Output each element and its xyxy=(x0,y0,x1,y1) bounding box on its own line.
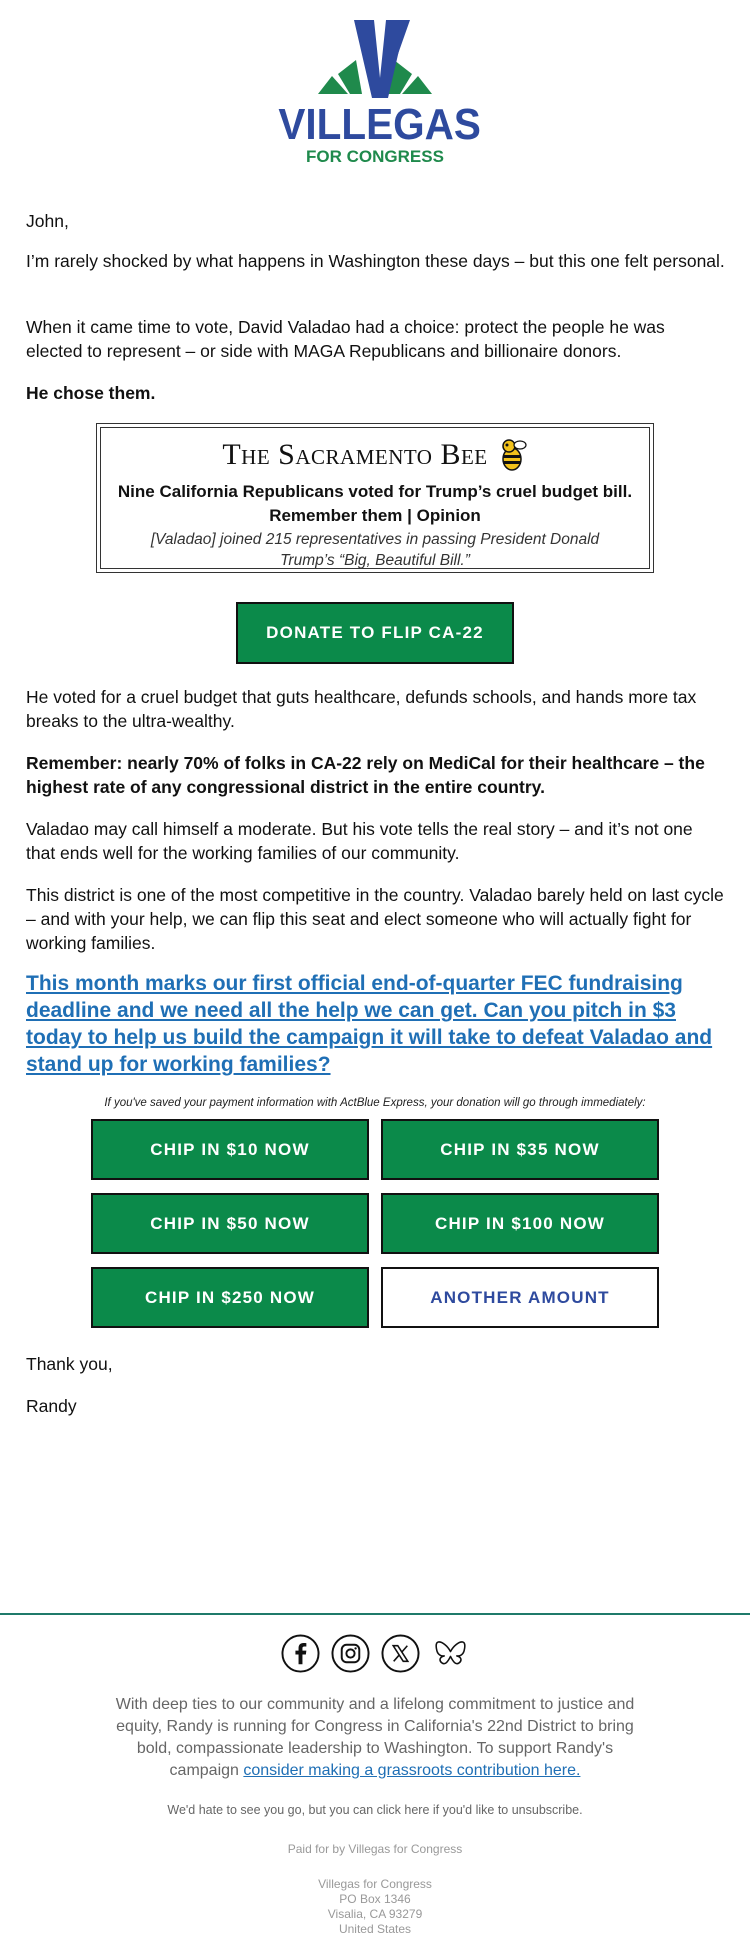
mailing-address xyxy=(0,1877,750,1937)
address-line: Villegas for Congress xyxy=(318,1877,432,1891)
paragraph-5: Remember: nearly 70% of folks in CA-22 rely on MediCal for their healthcare – the highest rate of any congressional district in the entire country. xyxy=(26,753,705,797)
footer-blurb xyxy=(110,1694,640,1782)
paragraph-6: Valadao may call himself a moderate. But his vote tells the real story – and it’s not one that ends well for the working families of our community. xyxy=(26,819,693,863)
paragraph-7: This district is one of the most competitive in the country. Valadao barely held on last cycle – and with your help, we can flip this seat and elect someone who will actually fight for working families. xyxy=(26,885,724,953)
chip-in-250-button[interactable]: CHIP IN $250 NOW xyxy=(91,1267,369,1328)
chip-in-50-button[interactable]: CHIP IN $50 NOW xyxy=(91,1193,369,1254)
grassroots-contribution-link[interactable]: consider making a grassroots contribution here. xyxy=(243,1762,581,1779)
x-icon[interactable] xyxy=(381,1634,420,1673)
address-line: Visalia, CA 93279 xyxy=(327,1907,423,1921)
logo-mark-icon xyxy=(270,18,480,108)
paid-for-disclaimer: Paid for by Villegas for Congress xyxy=(287,1842,463,1856)
unsubscribe-link[interactable]: We'd hate to see you go, but you can click here if you'd like to unsubscribe. xyxy=(167,1803,583,1817)
article-headline[interactable]: Nine California Republicans voted for Trump’s cruel budget bill. Remember them | Opinion xyxy=(117,482,633,525)
footer-blurb-text: With deep ties to our community and a lifelong commitment to justice and equity, Randy is running for Congress in California's 22nd District to bring bold, compassionate leadership to Washington. To support Randy's campaign xyxy=(115,1696,635,1779)
signature: Randy xyxy=(26,1396,77,1416)
logo-subtitle: FOR CONGRESS xyxy=(306,147,444,166)
greeting: John, xyxy=(26,211,69,231)
masthead-text: The Sacramento Bee xyxy=(222,438,488,471)
chip-in-10-button[interactable]: CHIP IN $10 NOW xyxy=(91,1119,369,1180)
address-line: PO Box 1346 xyxy=(339,1892,411,1906)
donate-flip-button[interactable]: DONATE TO FLIP CA-22 xyxy=(236,602,514,664)
paragraph-1: I’m rarely shocked by what happens in Washington these days – but this one felt personal. xyxy=(26,251,725,271)
newspaper-masthead xyxy=(101,436,649,474)
chip-in-35-button[interactable]: CHIP IN $35 NOW xyxy=(381,1119,659,1180)
paragraph-2: When it came time to vote, David Valadao had a choice: protect the people he was elected to represent – or side with MAGA Republicans and billionaire donors. xyxy=(26,317,665,361)
bluesky-icon[interactable] xyxy=(431,1634,470,1673)
another-amount-button[interactable]: ANOTHER AMOUNT xyxy=(381,1267,659,1328)
fundraising-cta-link[interactable]: This month marks our first official end-of-quarter FEC fundraising deadline and we need all the help we can get. Can you pitch in $3 today to help us build the campaign it will take to defeat Valadao and stand up for working families? xyxy=(26,972,713,1076)
facebook-icon[interactable] xyxy=(281,1634,320,1673)
social-links xyxy=(281,1634,470,1673)
address-line: United States xyxy=(338,1922,412,1936)
paragraph-3: He chose them. xyxy=(26,383,156,403)
signoff: Thank you, xyxy=(26,1354,113,1374)
actblue-express-note: If you've saved your payment information with ActBlue Express, your donation will go through immediately: xyxy=(104,1097,646,1109)
bee-mascot-icon xyxy=(494,437,528,473)
instagram-icon[interactable] xyxy=(331,1634,370,1673)
campaign-logo xyxy=(270,18,480,168)
article-dek: [Valadao] joined 215 representatives in passing President Donald Trump’s “Big, Beautiful Bill.” xyxy=(150,531,600,569)
chip-in-100-button[interactable]: CHIP IN $100 NOW xyxy=(381,1193,659,1254)
paragraph-4: He voted for a cruel budget that guts healthcare, defunds schools, and hands more tax breaks to the ultra-wealthy. xyxy=(26,687,697,731)
logo-name: VILLEGAS xyxy=(278,100,481,149)
footer-divider xyxy=(0,1613,750,1615)
article-card[interactable] xyxy=(96,423,654,573)
